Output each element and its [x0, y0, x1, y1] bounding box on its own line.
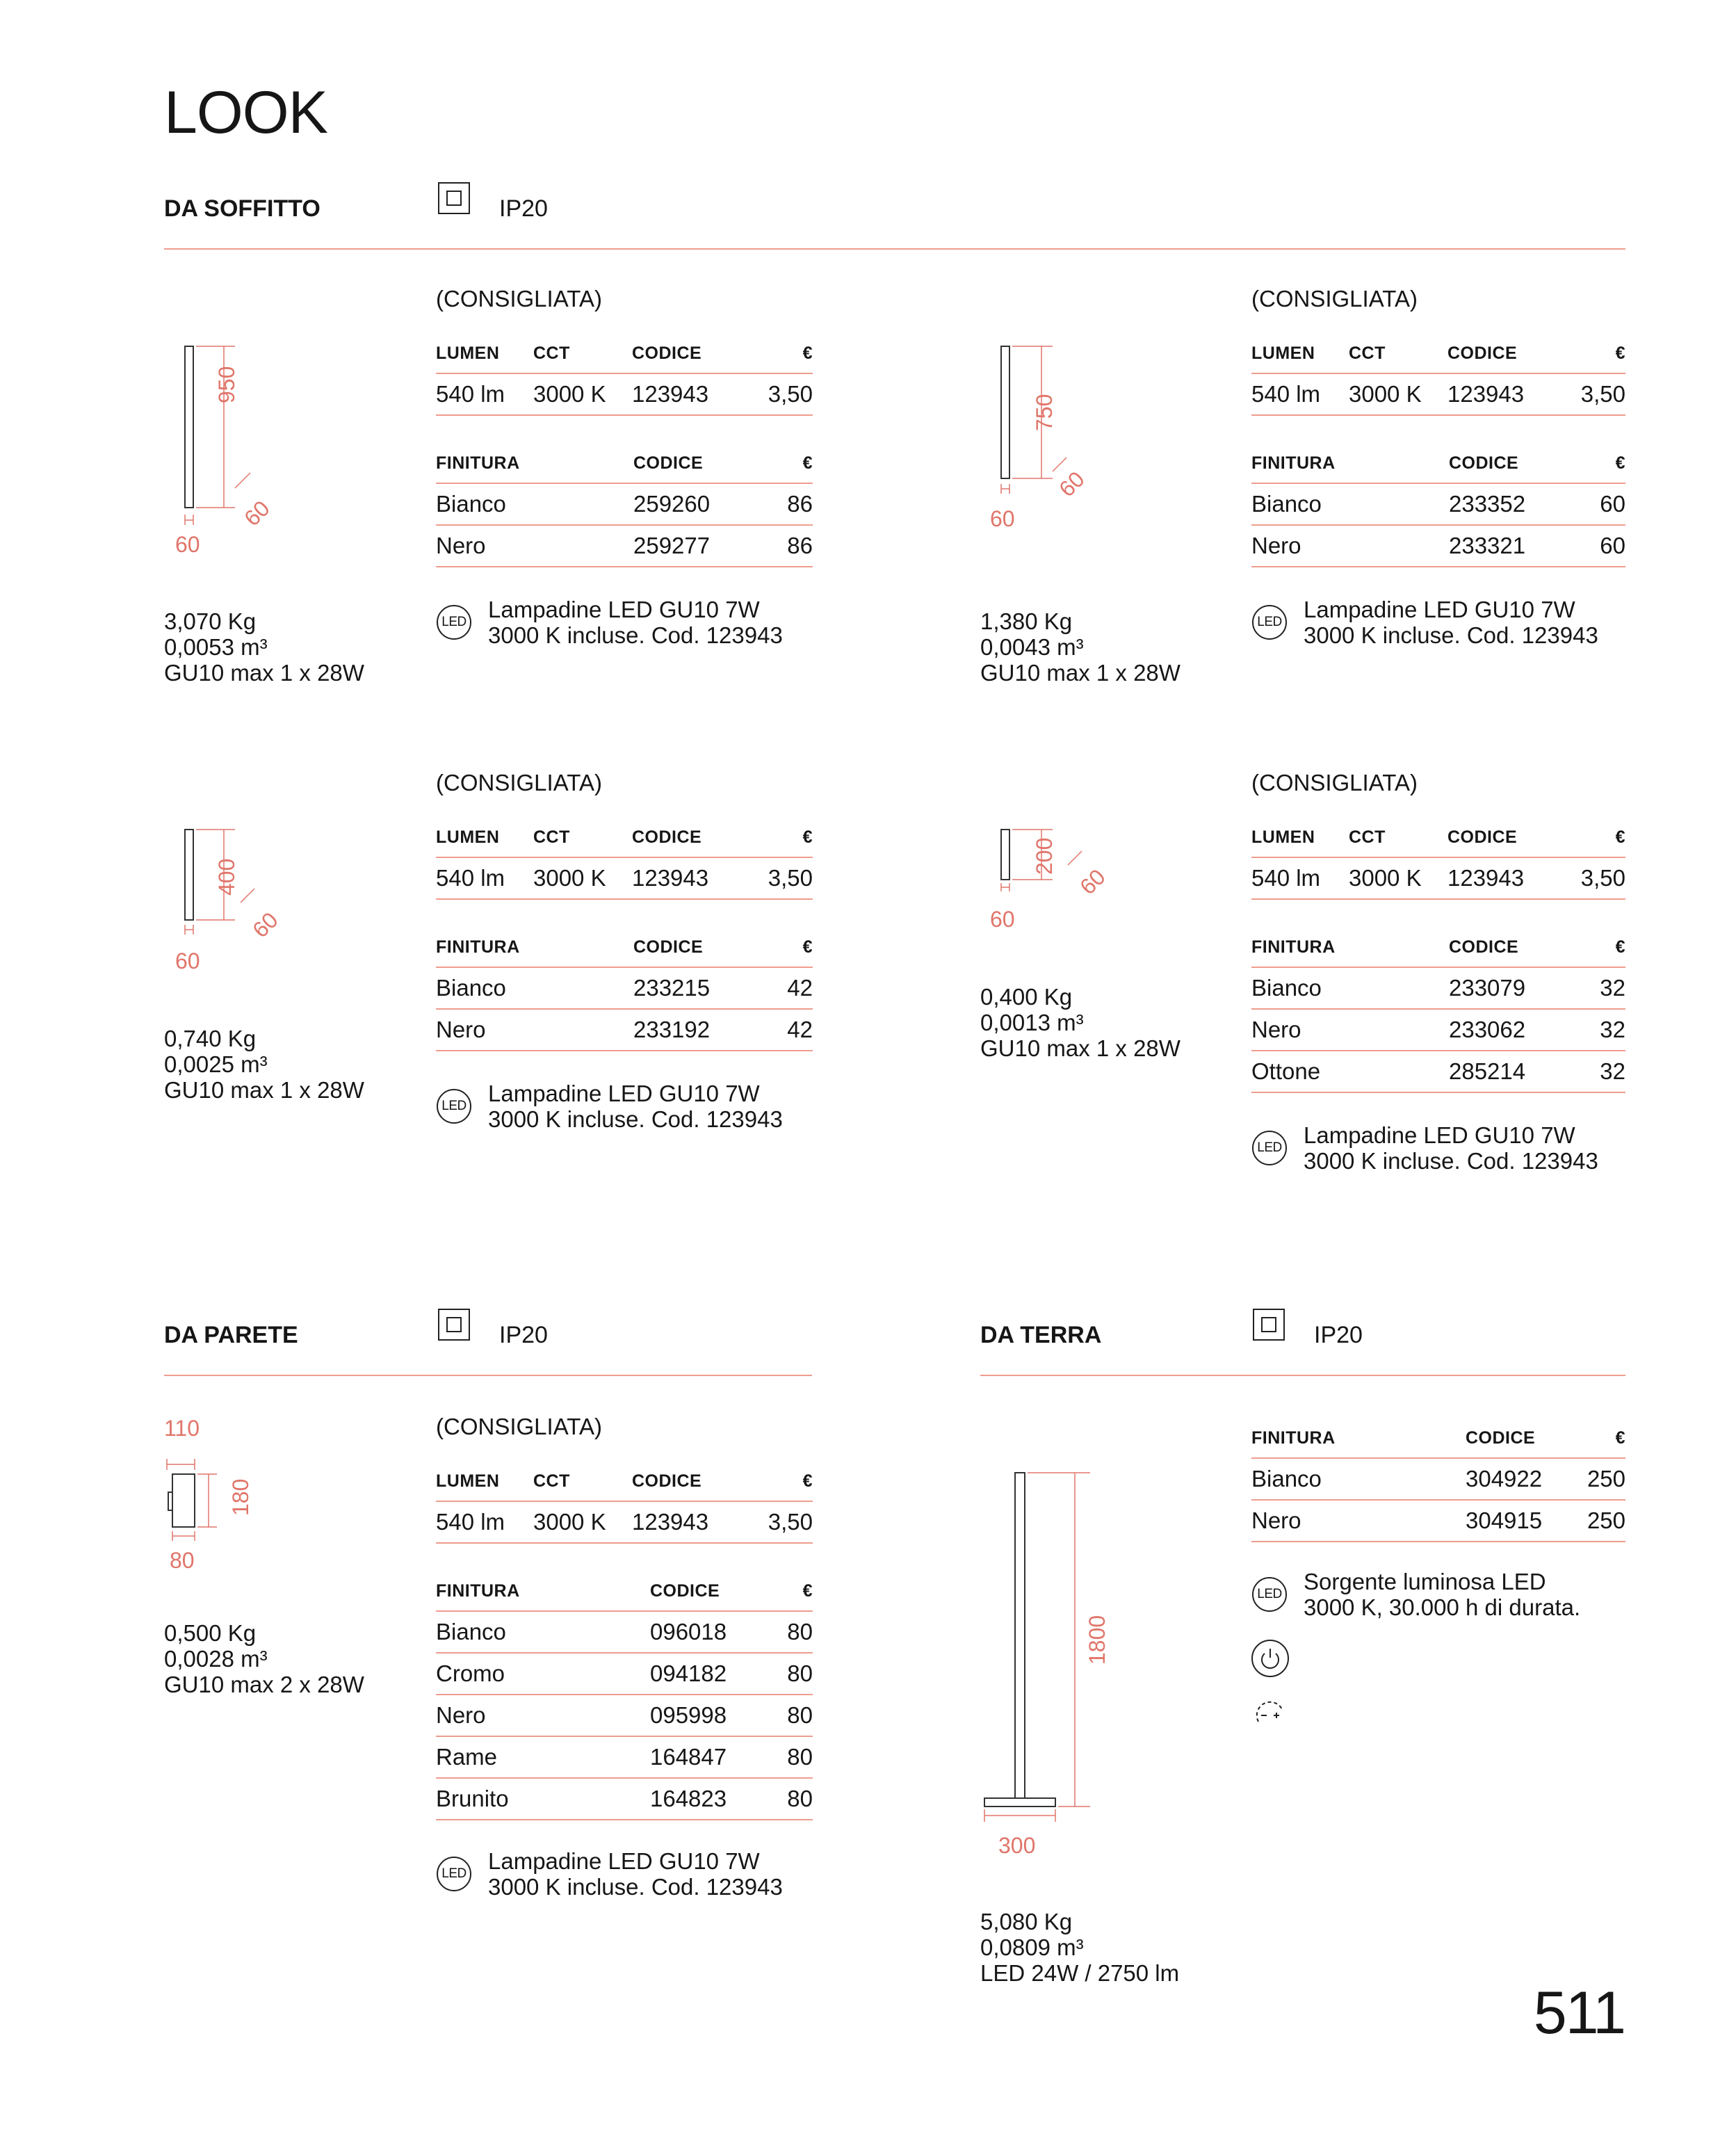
section-divider: [164, 1375, 812, 1376]
led-icon: LED: [437, 1089, 471, 1124]
volume: 0,0043 m³: [980, 634, 1084, 660]
finish-table: FINITURA CODICE € Bianco 096018 80 Cromo 094182 80 Nero 095998 80 Rame 164847 80 Brunito 164823 80: [436, 1581, 813, 1820]
volume: 0,0028 m³: [164, 1646, 268, 1672]
table-row: Nero 233321 60: [1251, 525, 1625, 567]
dimmer-icon: [1251, 1697, 1289, 1734]
table-row: Bianco 233215 42: [436, 967, 813, 1009]
led-icon: LED: [1252, 605, 1287, 640]
ip-rating-icon: [1253, 1309, 1285, 1341]
table-row: Nero 233192 42: [436, 1009, 813, 1051]
dim-width: 60: [175, 948, 200, 973]
volume: 0,0809 m³: [980, 1934, 1084, 1960]
product-specs: [164, 1026, 364, 1103]
product-specs: [980, 1909, 1179, 1986]
table-row: Cromo 094182 80: [436, 1653, 813, 1695]
weight: 0,500 Kg: [164, 1620, 257, 1646]
section-title-terra: DA TERRA: [980, 1322, 1102, 1348]
dim-height: 1800: [1085, 1615, 1110, 1665]
ip-rating-text: IP20: [1314, 1322, 1363, 1348]
table-row: Bianco 233352 60: [1251, 483, 1625, 525]
finish-table: FINITURA CODICE € Bianco 259260 86 Nero 259277 86: [436, 453, 813, 567]
recommended-label: (CONSIGLIATA): [436, 1414, 602, 1439]
dim-height: 750: [1032, 394, 1057, 431]
led-note: Lampadine LED GU10 7W 3000 K incluse. Cod. 123943: [488, 597, 783, 648]
product-drawing-floor: [973, 1460, 1140, 1850]
ip-rating-icon: [438, 1309, 470, 1341]
table-row: Nero 095998 80: [436, 1695, 813, 1736]
table-row: Brunito 164823 80: [436, 1778, 813, 1820]
led-icon: LED: [437, 605, 471, 640]
product-specs: [164, 1620, 364, 1697]
led-note: Lampadine LED GU10 7W 3000 K incluse. Cod. 123943: [488, 1848, 783, 1900]
dim-height: 200: [1032, 837, 1057, 875]
weight: 5,080 Kg: [980, 1909, 1073, 1934]
led-note: Lampadine LED GU10 7W 3000 K incluse. Cod. 123943: [488, 1081, 783, 1132]
section-title-parete: DA PARETE: [164, 1322, 298, 1348]
product-specs: [980, 984, 1181, 1061]
product-drawing-950: [164, 334, 317, 563]
recommended-label: (CONSIGLIATA): [436, 286, 602, 312]
ip-rating-text: IP20: [499, 1322, 548, 1348]
table-row: Bianco 304922 250: [1251, 1458, 1625, 1500]
bulb: GU10 max 1 x 28W: [980, 660, 1181, 686]
table-row: Nero 304915 250: [1251, 1500, 1625, 1542]
ip-rating-text: IP20: [499, 195, 548, 222]
dim-depth: 60: [239, 495, 275, 531]
bulb: GU10 max 2 x 28W: [164, 1672, 364, 1697]
dim-depth: 60: [1054, 466, 1089, 502]
dim-depth: 60: [1075, 864, 1110, 900]
section-divider: [164, 248, 1625, 250]
led-note: Lampadine LED GU10 7W 3000 K incluse. Cod. 123943: [1304, 1122, 1598, 1174]
dim-width: 60: [175, 532, 200, 557]
lamp-table: LUMEN CCT CODICE € 540 lm 3000 K 123943 3,50: [1251, 827, 1625, 900]
volume: 0,0013 m³: [980, 1010, 1084, 1035]
page-number: 511: [1533, 1980, 1625, 2046]
dim-width: 60: [990, 907, 1015, 932]
lamp-table: LUMEN CCT CODICE € 540 lm 3000 K 123943 3,50: [436, 343, 813, 416]
led-note: Lampadine LED GU10 7W 3000 K incluse. Cod. 123943: [1304, 597, 1598, 648]
table-row: Bianco 259260 86: [436, 483, 813, 525]
bulb: GU10 max 1 x 28W: [980, 1035, 1181, 1061]
switch-icon: [1251, 1640, 1289, 1677]
table-row: Nero 259277 86: [436, 525, 813, 567]
dim-height: 400: [214, 858, 239, 896]
dim-height: 180: [228, 1478, 253, 1516]
weight: 1,380 Kg: [980, 608, 1073, 634]
led-icon: LED: [437, 1857, 471, 1891]
section-title-soffitto: DA SOFFITTO: [164, 195, 321, 222]
page-title: LOOK: [164, 79, 327, 146]
dim-depth: 80: [170, 1548, 195, 1573]
lamp-table: LUMEN CCT CODICE € 540 lm 3000 K 123943 3,50: [436, 827, 813, 900]
finish-table: FINITURA CODICE € Bianco 233352 60 Nero 233321 60: [1251, 453, 1625, 567]
bulb: GU10 max 1 x 28W: [164, 660, 364, 686]
dim-width: 60: [990, 506, 1015, 531]
section-divider: [980, 1375, 1625, 1376]
led-note: Sorgente luminosa LED 3000 K, 30.000 h di durata.: [1304, 1569, 1581, 1620]
led-icon: LED: [1252, 1131, 1287, 1165]
recommended-label: (CONSIGLIATA): [1251, 286, 1418, 312]
table-row: Rame 164847 80: [436, 1736, 813, 1778]
volume: 0,0053 m³: [164, 634, 268, 660]
table-row: Bianco 233079 32: [1251, 967, 1625, 1009]
bulb: GU10 max 1 x 28W: [164, 1077, 364, 1103]
weight: 0,740 Kg: [164, 1026, 257, 1051]
lamp-table: LUMEN CCT CODICE € 540 lm 3000 K 123943 3,50: [436, 1471, 813, 1544]
ip-rating-icon: [438, 182, 470, 214]
table-row: Bianco 096018 80: [436, 1611, 813, 1653]
led-icon: LED: [1252, 1577, 1287, 1612]
finish-table: FINITURA CODICE € Bianco 233079 32 Nero 233062 32 Ottone 285214 32: [1251, 937, 1625, 1093]
weight: 0,400 Kg: [980, 984, 1073, 1010]
product-specs: [980, 608, 1181, 686]
product-drawing-wall: [164, 1446, 289, 1558]
bulb: LED 24W / 2750 lm: [980, 1960, 1180, 1986]
weight: 3,070 Kg: [164, 608, 257, 634]
recommended-label: (CONSIGLIATA): [436, 770, 602, 795]
finish-table: FINITURA CODICE € Bianco 304922 250 Nero 304915 250: [1251, 1428, 1625, 1542]
dim-base: 300: [998, 1833, 1036, 1858]
table-row: Nero 233062 32: [1251, 1009, 1625, 1051]
dim-depth: 60: [248, 907, 283, 943]
dim-height: 950: [214, 366, 239, 403]
product-specs: [164, 608, 364, 686]
recommended-label: (CONSIGLIATA): [1251, 770, 1418, 795]
volume: 0,0025 m³: [164, 1051, 268, 1077]
table-row: Ottone 285214 32: [1251, 1051, 1625, 1092]
finish-table: FINITURA CODICE € Bianco 233215 42 Nero 233192 42: [436, 937, 813, 1051]
lamp-table: LUMEN CCT CODICE € 540 lm 3000 K 123943 3,50: [1251, 343, 1625, 416]
dim-width: 110: [164, 1416, 200, 1441]
